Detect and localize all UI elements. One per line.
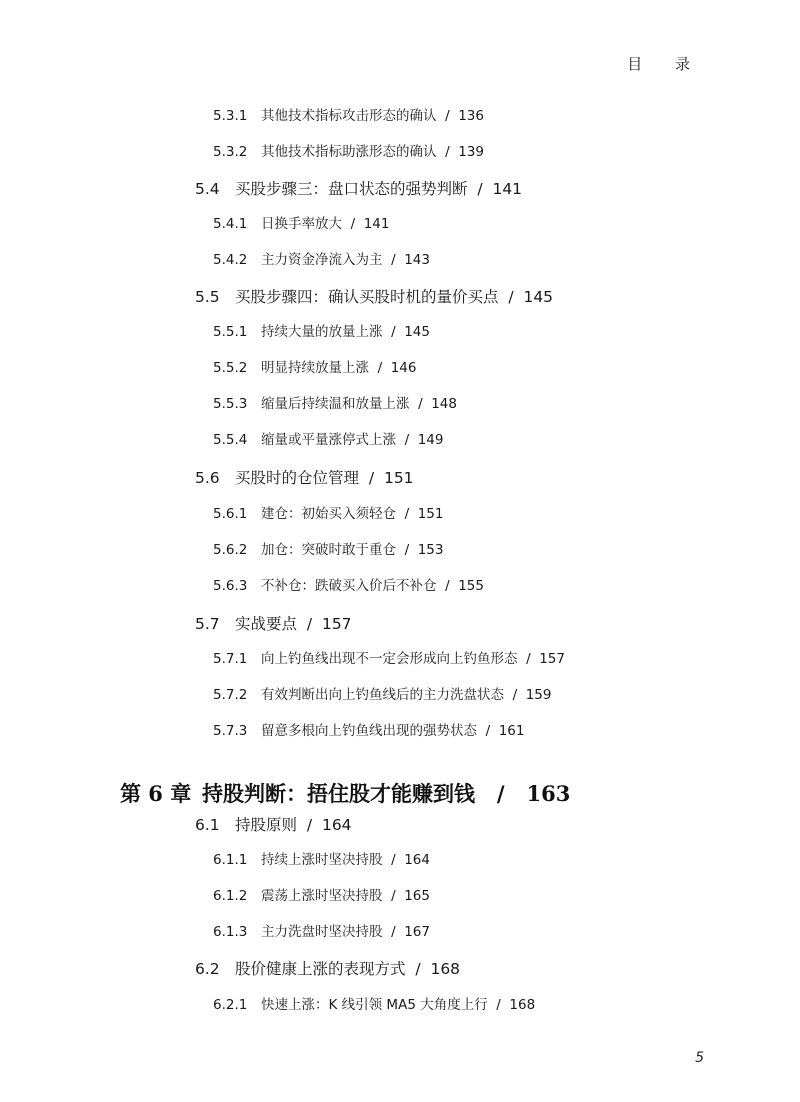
entry-page: 141: [492, 180, 523, 198]
entry-page: 153: [417, 542, 444, 558]
entry-page: 145: [523, 288, 554, 306]
chapter-number: 第 6 章: [120, 781, 192, 806]
entry-title: 留意多根向上钓鱼线出现的强势状态: [261, 723, 477, 739]
entry-page: 164: [321, 816, 352, 834]
entry-separator: /: [396, 542, 418, 558]
entry-page: 149: [417, 432, 444, 448]
entry-separator: /: [477, 723, 499, 739]
entry-separator: /: [382, 252, 405, 268]
entry-page: 164: [404, 852, 430, 868]
entry-title: 买股步骤四：确认买股时机的量价买点: [235, 288, 499, 306]
entry-separator: /: [369, 360, 391, 376]
entry-number: 5.7.2: [213, 687, 248, 703]
toc-entry[interactable]: [213, 999, 535, 1013]
entry-page: 145: [404, 324, 430, 340]
entry-page: 141: [363, 216, 390, 232]
toc-entry[interactable]: [213, 326, 430, 340]
entry-number: 6.1.3: [213, 924, 248, 940]
entry-page: 157: [321, 615, 352, 633]
toc-entry[interactable]: [213, 362, 417, 376]
chapter-separator: /: [475, 781, 527, 806]
entry-number: 6.1.1: [213, 852, 248, 868]
entry-title: 建仓：初始买入须轻仓: [261, 506, 396, 522]
toc-entry[interactable]: [195, 471, 414, 487]
entry-separator: /: [382, 852, 405, 868]
toc-entry[interactable]: [213, 653, 565, 667]
entry-title: 明显持续放量上涨: [261, 360, 369, 376]
entry-separator: /: [396, 432, 418, 448]
entry-page: 157: [539, 651, 565, 667]
entry-number: 5.5: [195, 288, 220, 306]
entry-title: 有效判断出向上钓鱼线后的主力洗盘状态: [261, 687, 504, 703]
entry-title: 主力洗盘时坚决持股: [261, 924, 383, 940]
entry-separator: /: [517, 651, 540, 667]
toc-entry[interactable]: [213, 890, 430, 904]
entry-page: 139: [458, 144, 484, 160]
entry-number: 5.5.1: [213, 324, 248, 340]
toc-entry[interactable]: [195, 290, 553, 306]
entry-separator: /: [436, 108, 459, 124]
entry-title: 股价健康上涨的表现方式: [235, 960, 406, 978]
running-header: 目 录: [627, 55, 704, 73]
entry-separator: /: [504, 687, 526, 703]
entry-title: 实战要点: [235, 615, 298, 633]
entry-separator: /: [409, 396, 432, 412]
entry-title: 快速上涨：K 线引领 MA5 大角度上行: [261, 997, 488, 1013]
toc-entry[interactable]: [213, 854, 430, 868]
toc-entry[interactable]: [213, 398, 457, 412]
entry-number: 6.1: [195, 816, 220, 834]
toc-entry[interactable]: [213, 580, 484, 594]
entry-title: 持续上涨时坚决持股: [261, 852, 383, 868]
toc-entry[interactable]: [213, 544, 444, 558]
toc-entry[interactable]: [213, 146, 484, 160]
entry-title: 缩量后持续温和放量上涨: [261, 396, 410, 412]
entry-page: 143: [404, 252, 430, 268]
entry-number: 5.7.3: [213, 723, 248, 739]
page-number: 5: [695, 1050, 704, 1066]
entry-separator: /: [436, 144, 459, 160]
entry-number: 5.4: [195, 180, 220, 198]
entry-title: 持股原则: [235, 816, 298, 834]
entry-page: 155: [458, 578, 484, 594]
chapter-heading[interactable]: [120, 783, 570, 804]
entry-page: 136: [458, 108, 484, 124]
toc-entry[interactable]: [195, 818, 352, 834]
entry-title: 持续大量的放量上涨: [261, 324, 383, 340]
entry-separator: /: [382, 924, 405, 940]
entry-number: 6.2: [195, 960, 220, 978]
entry-separator: /: [342, 216, 364, 232]
entry-separator: /: [436, 578, 459, 594]
entry-separator: /: [467, 180, 493, 198]
entry-number: 5.6.1: [213, 506, 248, 522]
chapter-title: 持股判断：捂住股才能赚到钱: [202, 781, 475, 806]
entry-separator: /: [498, 288, 524, 306]
entry-title: 震荡上涨时坚决持股: [261, 888, 383, 904]
toc-entry[interactable]: [213, 926, 430, 940]
entry-number: 5.7.1: [213, 651, 248, 667]
entry-page: 165: [404, 888, 430, 904]
toc-entry[interactable]: [213, 218, 390, 232]
toc-entry[interactable]: [213, 110, 484, 124]
entry-page: 161: [498, 723, 525, 739]
entry-number: 5.5.4: [213, 432, 248, 448]
entry-separator: /: [382, 324, 405, 340]
entry-number: 6.1.2: [213, 888, 248, 904]
entry-title: 买股时的仓位管理: [235, 469, 360, 487]
entry-separator: /: [382, 888, 405, 904]
entry-title: 其他技术指标攻击形态的确认: [261, 108, 437, 124]
entry-number: 5.4.1: [213, 216, 248, 232]
entry-separator: /: [359, 469, 384, 487]
entry-title: 买股步骤三：盘口状态的强势判断: [235, 180, 468, 198]
entry-title: 日换手率放大: [261, 216, 342, 232]
entry-page: 151: [417, 506, 444, 522]
entry-number: 5.5.3: [213, 396, 248, 412]
toc-entry[interactable]: [195, 182, 522, 198]
entry-page: 159: [525, 687, 552, 703]
entry-title: 加仓：突破时敢于重仓: [261, 542, 396, 558]
entry-number: 5.4.2: [213, 252, 248, 268]
entry-separator: /: [297, 816, 322, 834]
toc-entry[interactable]: [213, 689, 552, 703]
entry-separator: /: [487, 997, 510, 1013]
entry-title: 主力资金净流入为主: [261, 252, 383, 268]
entry-number: 5.3.2: [213, 144, 248, 160]
entry-title: 不补仓：跌破买入价后不补仓: [261, 578, 437, 594]
entry-title: 缩量或平量涨停式上涨: [261, 432, 396, 448]
toc-entry[interactable]: [195, 962, 460, 978]
entry-number: 5.3.1: [213, 108, 248, 124]
entry-page: 148: [431, 396, 457, 412]
entry-number: 5.6.2: [213, 542, 248, 558]
entry-number: 5.7: [195, 615, 220, 633]
entry-number: 5.6.3: [213, 578, 248, 594]
toc-entry[interactable]: [213, 254, 430, 268]
entry-page: 168: [430, 960, 461, 978]
toc-entry[interactable]: [213, 508, 444, 522]
chapter-page: 163: [526, 781, 571, 806]
entry-page: 151: [383, 469, 414, 487]
entry-title: 其他技术指标助涨形态的确认: [261, 144, 437, 160]
entry-separator: /: [396, 506, 418, 522]
entry-number: 5.6: [195, 469, 220, 487]
entry-number: 5.5.2: [213, 360, 248, 376]
entry-separator: /: [297, 615, 322, 633]
entry-number: 6.2.1: [213, 997, 248, 1013]
toc-entry[interactable]: [195, 617, 352, 633]
entry-title: 向上钓鱼线出现不一定会形成向上钓鱼形态: [261, 651, 518, 667]
toc-entry[interactable]: [213, 725, 525, 739]
entry-page: 167: [404, 924, 430, 940]
toc-entry[interactable]: [213, 434, 444, 448]
entry-page: 146: [390, 360, 417, 376]
entry-page: 168: [509, 997, 536, 1013]
entry-separator: /: [405, 960, 431, 978]
